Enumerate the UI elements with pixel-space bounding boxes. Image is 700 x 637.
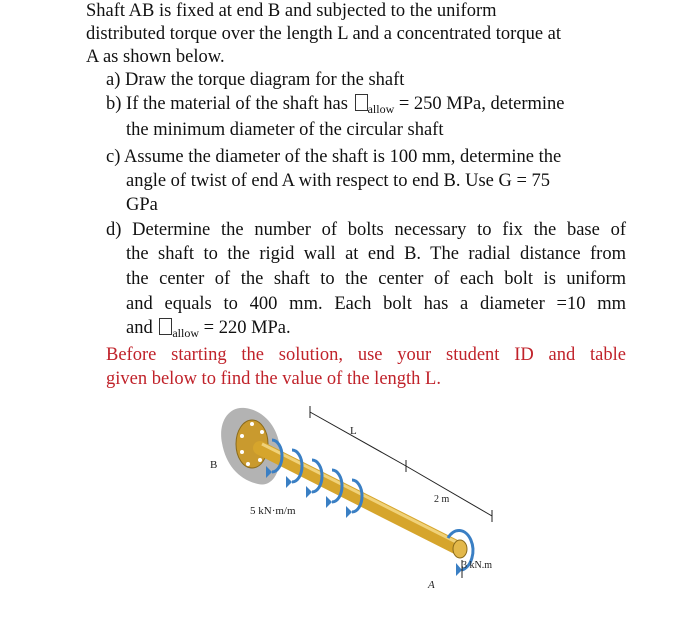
part-c-line-2: angle of twist of end A with respect to end B. Use G = 75 [126, 171, 551, 191]
part-d-line-2: the shaft to the rigid wall at end B. The radial distance from [126, 244, 626, 264]
part-d-line-1: d) Determine the number of bolts necessary to fix the base of [106, 220, 626, 240]
part-d-line-5 [126, 317, 291, 339]
part-b-line-2: the minimum diameter of the circular shaft [126, 120, 444, 140]
bolt [260, 430, 264, 434]
part-b-line-1 [106, 93, 564, 115]
arrow-head [346, 506, 352, 518]
bolt [258, 458, 262, 462]
part-b-value: = 250 MPa, determine [394, 94, 565, 114]
part-a: a) Draw the torque diagram for the shaft [106, 70, 405, 90]
shaft-highlight [262, 444, 458, 543]
intro-line-2: distributed torque over the length L and a concentrated torque at [86, 24, 562, 44]
bolt [240, 450, 244, 454]
bolt [250, 422, 254, 426]
intro-line-3: A as shown below. [86, 47, 225, 67]
part-d-line-3: the center of the shaft to the center of each bolt is uniform [126, 269, 626, 289]
dimension-line-2m [406, 466, 492, 516]
part-d-value: = 220 MPa. [199, 318, 291, 338]
label-l: L [350, 425, 357, 437]
part-d-text: and [126, 318, 158, 338]
label-2m: 2 m [434, 494, 450, 505]
label-concentrated-torque: 3 kN.m [462, 560, 492, 571]
arrow-head [326, 496, 332, 508]
shaft-end-a [453, 540, 467, 558]
note-line-1: Before starting the solution, use your student ID and table [106, 345, 626, 365]
shaft-figure [200, 398, 520, 598]
allow-subscript: allow [367, 102, 395, 116]
shaft [260, 448, 458, 548]
label-b: B [210, 459, 218, 471]
note-line-2: given below to find the value of the length L. [106, 369, 441, 389]
label-a: A [428, 579, 435, 591]
dimension-line-l [310, 412, 406, 466]
part-c-line-1: c) Assume the diameter of the shaft is 100 mm, determine the [106, 147, 562, 167]
intro-line-1: Shaft AB is fixed at end B and subjected to the uniform [86, 1, 497, 21]
label-distributed-torque: 5 kN·m/m [250, 505, 296, 517]
tau-symbol-box [159, 318, 172, 335]
bolt [240, 434, 244, 438]
tau-symbol-box [355, 94, 368, 111]
part-c-line-3: GPa [126, 195, 158, 215]
part-b-text: b) If the material of the shaft has [106, 94, 353, 114]
allow-subscript: allow [172, 326, 200, 340]
arrow-head [306, 486, 312, 498]
arrow-head [286, 476, 292, 488]
part-d-line-4: and equals to 400 mm. Each bolt has a diameter =10 mm [126, 294, 626, 314]
bolt [246, 462, 250, 466]
